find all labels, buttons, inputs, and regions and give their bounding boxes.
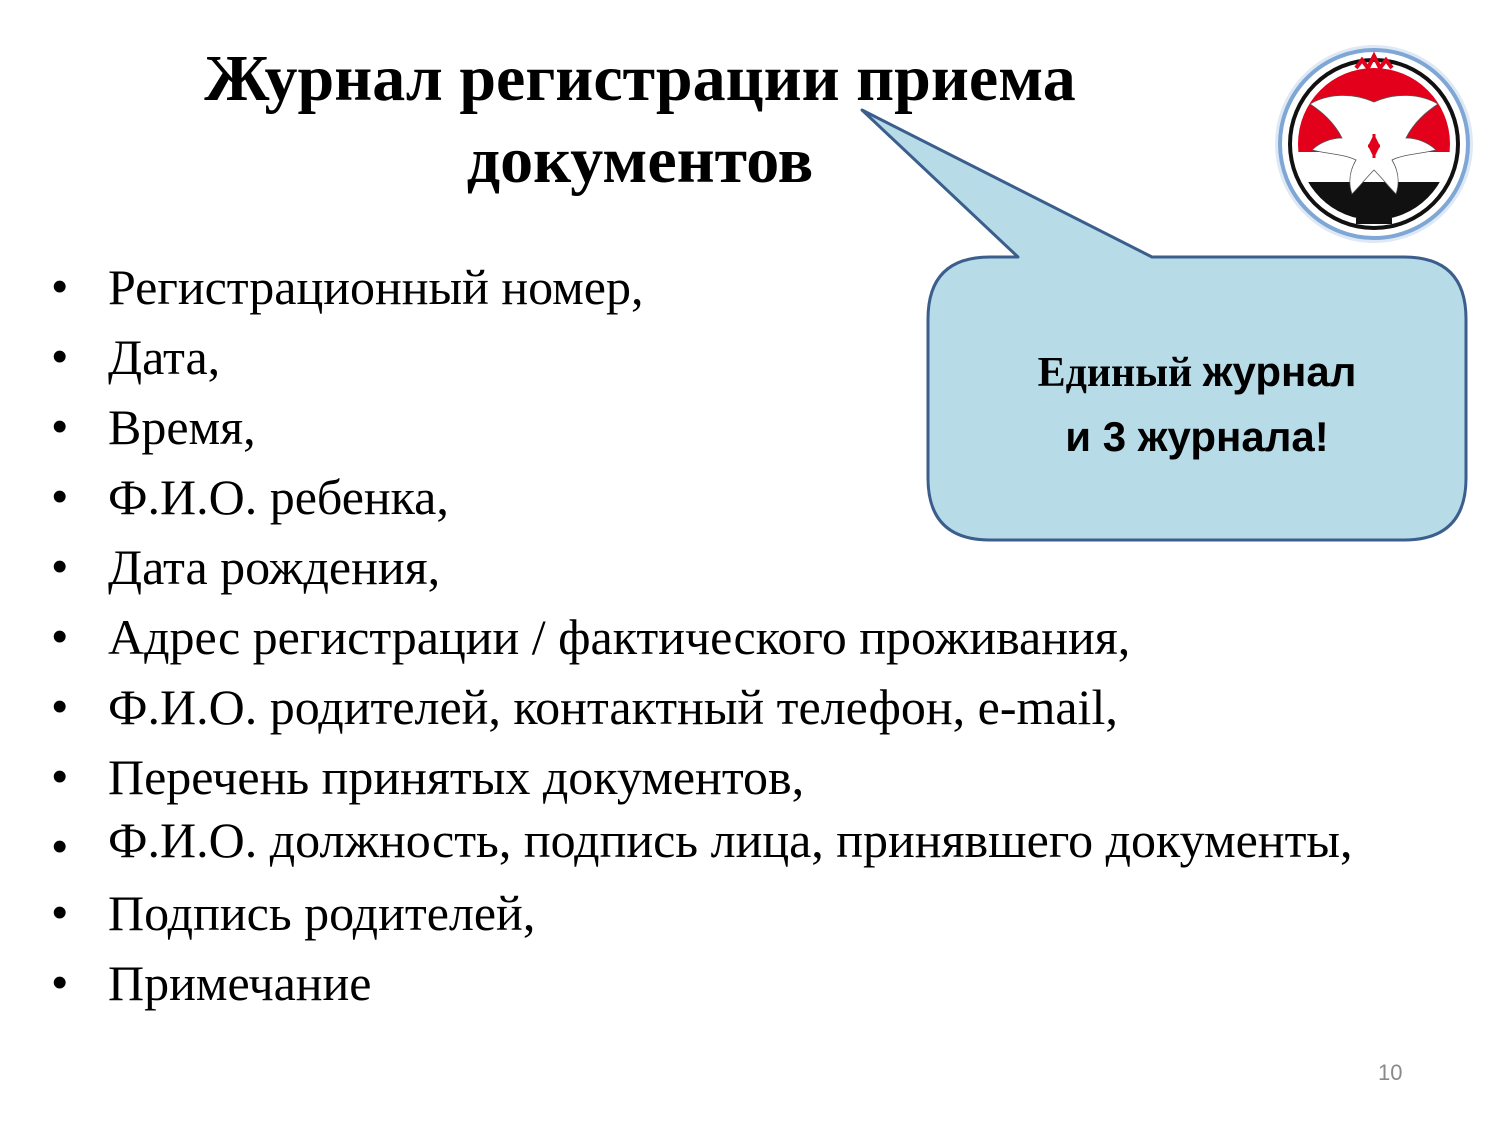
title-line-2: документов [466, 124, 814, 197]
bullet-icon: • [52, 822, 68, 871]
bullet-list [48, 252, 1432, 1018]
list-item: • Дата, [48, 322, 1432, 392]
list-item: • Адрес регистрации / фактического проживания, [48, 602, 1432, 672]
bullet-icon: • [52, 542, 68, 591]
page-number: 10 [1378, 1060, 1403, 1085]
list-item: • Дата рождения, [48, 532, 1432, 602]
bullet-icon: • [52, 402, 68, 451]
list-item: • Примечание [48, 948, 1432, 1018]
list-item: • Регистрационный номер, [48, 252, 1432, 322]
list-item: • Перечень принятых документов, [48, 742, 1432, 812]
list-item: • Ф.И.О. родителей, контактный телефон, e-mail, [48, 672, 1432, 742]
callout-word-1: Единый [1037, 350, 1193, 396]
bullet-icon: • [52, 752, 68, 801]
list-item: • Время, [48, 392, 1432, 462]
bullet-icon: • [52, 958, 68, 1007]
bullet-icon: • [52, 612, 68, 661]
bullet-icon: • [52, 262, 68, 311]
title-line-1: Журнал регистрации приема [204, 42, 1076, 115]
bullet-icon: • [52, 682, 68, 731]
bullet-icon: • [52, 472, 68, 521]
list-item: • Ф.И.О. ребенка, [48, 462, 1432, 532]
udmurt-coat-of-arms-icon [1272, 42, 1476, 246]
bullet-icon: • [52, 888, 68, 937]
list-item: • Подпись родителей, [48, 878, 1432, 948]
bullet-icon: • [52, 332, 68, 381]
callout-word-2: журнал [1202, 348, 1357, 395]
list-item: • Ф.И.О. должность, подпись лица, принявшего документы, [48, 812, 1432, 878]
callout-line-2: и 3 журнала! [1065, 413, 1329, 460]
